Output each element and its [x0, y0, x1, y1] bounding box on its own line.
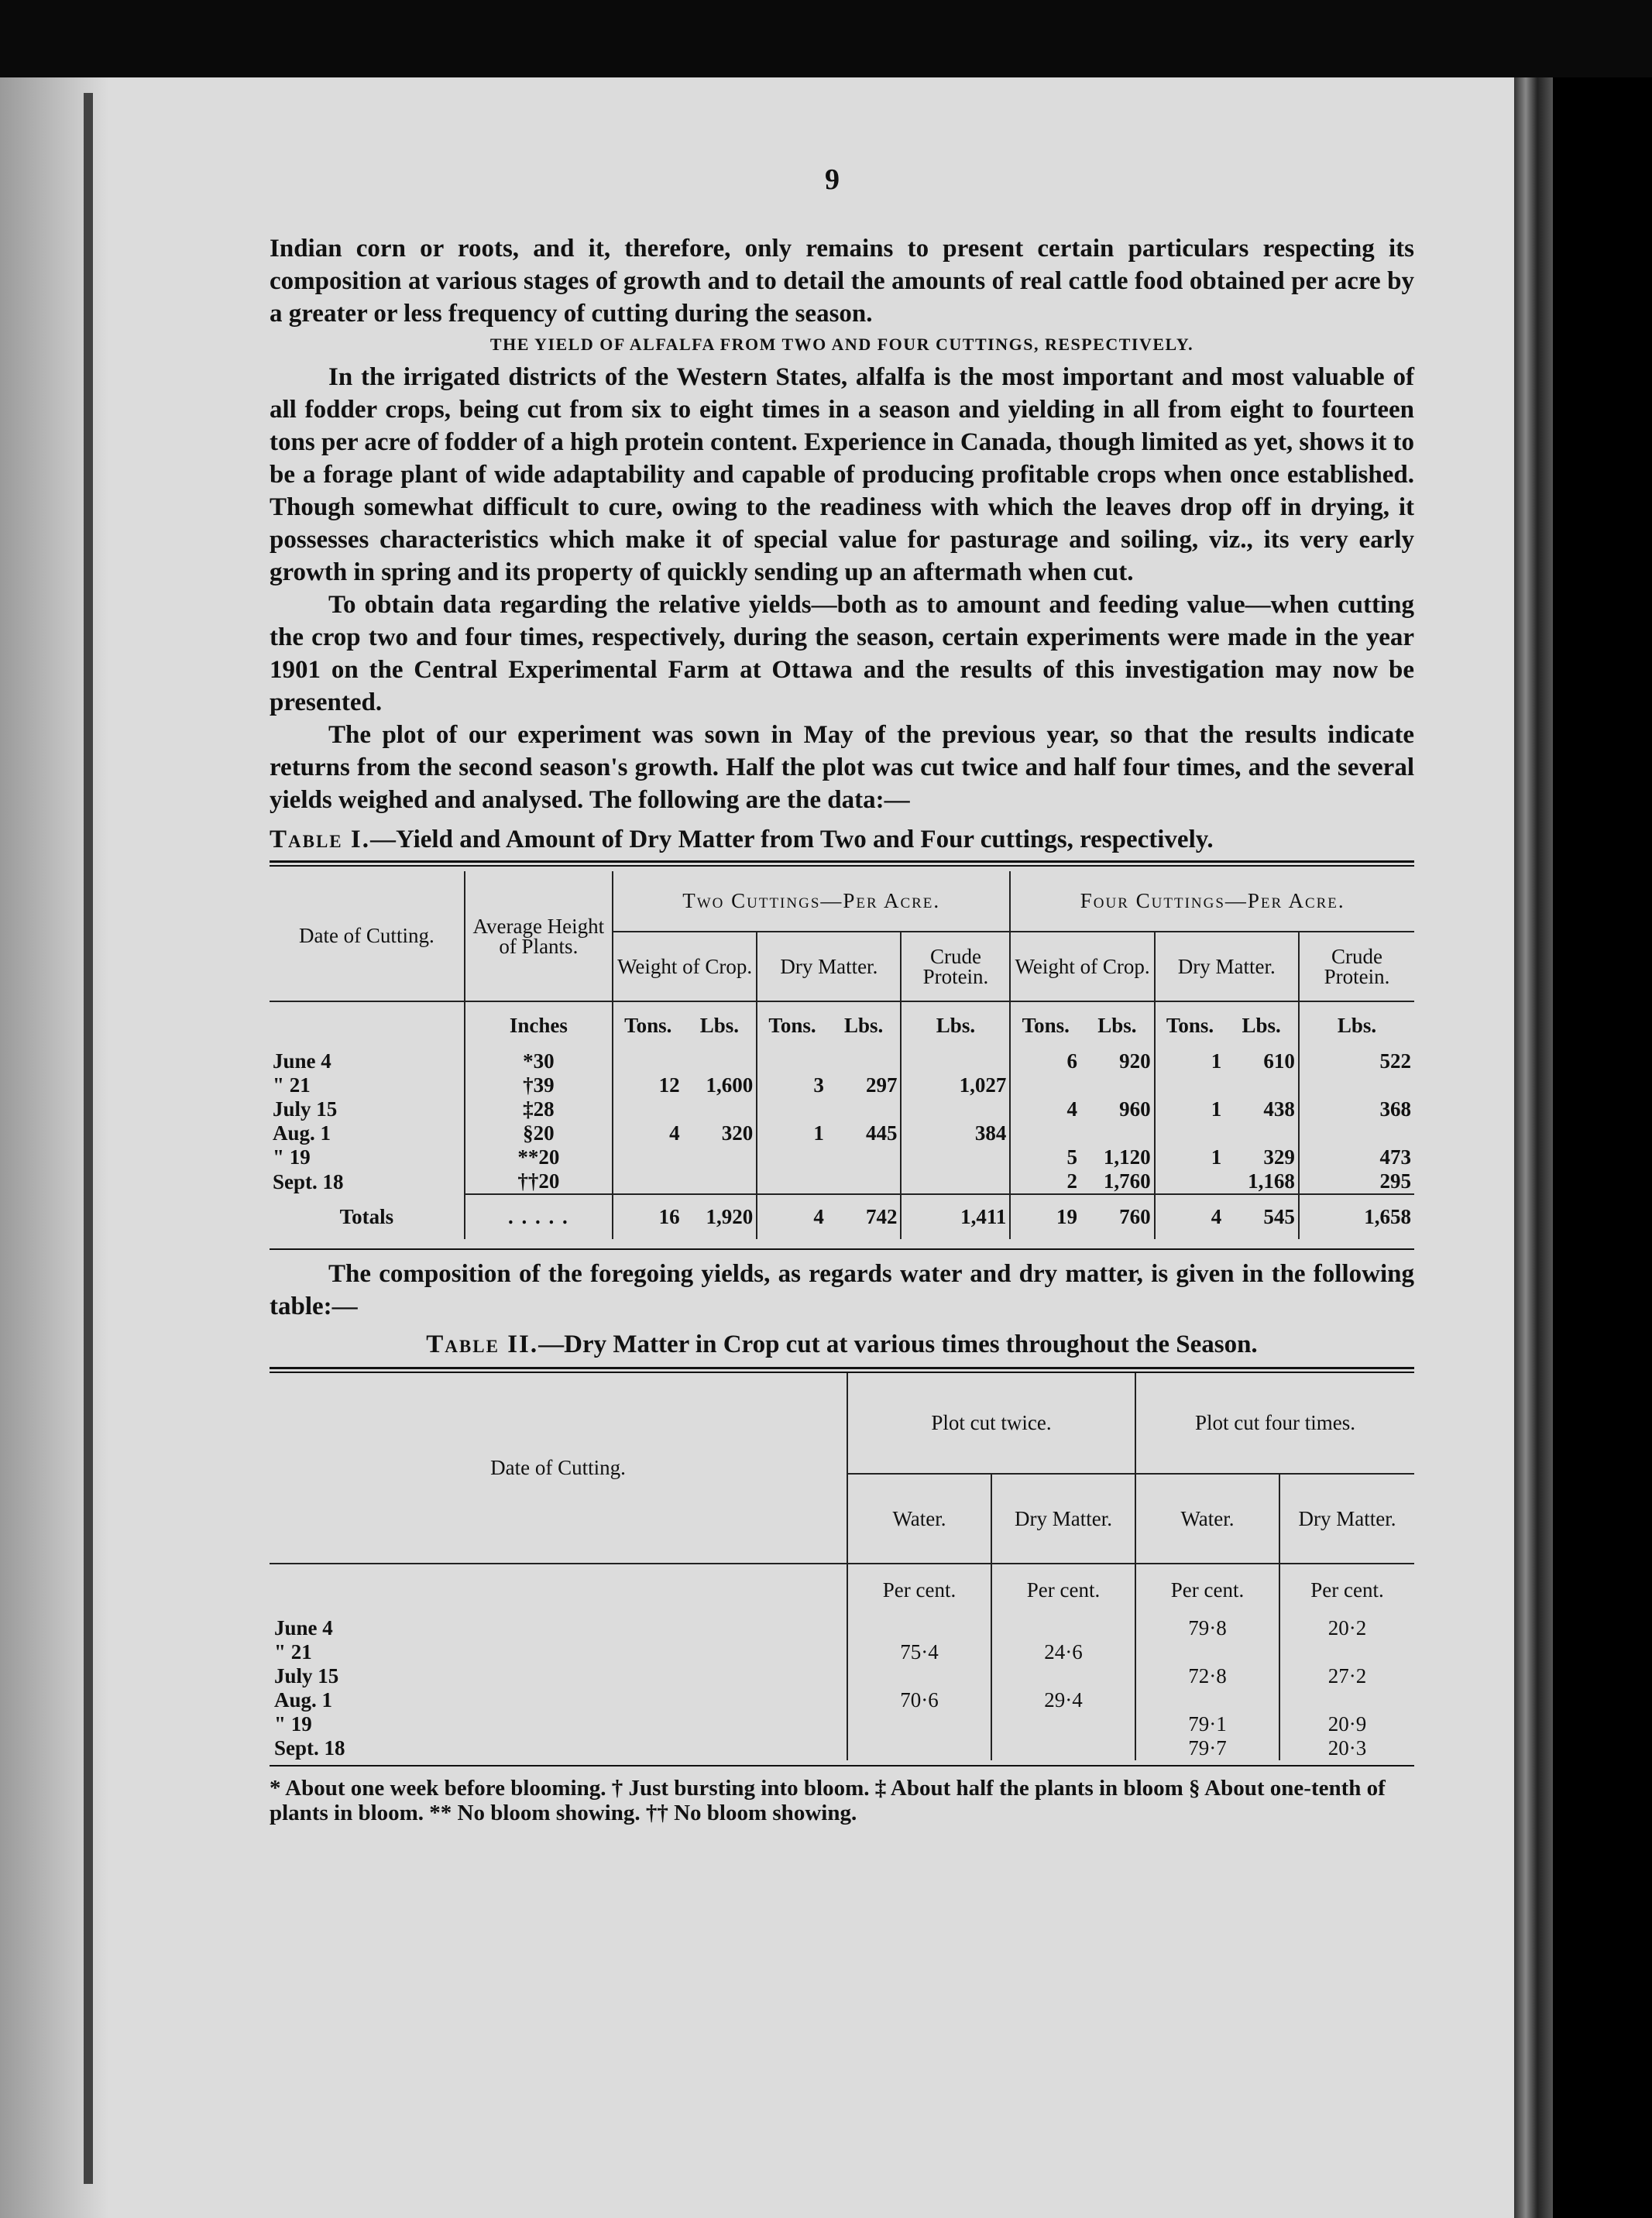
t2-value-cell: 79·8 — [1135, 1616, 1279, 1640]
t1-value-cell: 295 — [1299, 1169, 1414, 1194]
t2-value-cell — [991, 1712, 1135, 1736]
t1-value-cell — [757, 1169, 827, 1194]
t1-value-cell — [683, 1169, 757, 1194]
t1-value-cell: 320 — [721, 1121, 754, 1145]
paragraph-intro: Indian corn or roots, and it, therefore, only remains to present certain particulars respecting its composition at various stages of growth and to detail the amounts of real cattle food obtained per acre by a greater or less frequency of cutting during the season. — [270, 235, 1414, 328]
t2-value-cell: 20·2 — [1279, 1616, 1414, 1640]
t2-value-cell — [847, 1736, 991, 1760]
t1-value-cell: 920 — [1119, 1049, 1151, 1073]
t2-unit-pct: Per cent. — [847, 1564, 991, 1616]
t2-value-cell — [847, 1712, 991, 1736]
table1-bottom-rule — [270, 1248, 1414, 1250]
t2-date-cell: Aug. 1 — [274, 1688, 333, 1712]
t1-h-weight-two: Weight of Crop. — [613, 932, 757, 1001]
table2-title: —Dry Matter in Crop cut at various times throughout the Season. — [538, 1330, 1258, 1358]
t1-unit-inches: Inches — [465, 1001, 613, 1049]
t2-value-cell — [1279, 1688, 1414, 1712]
t1-value-cell — [827, 1169, 902, 1194]
t2-value-cell: 27·2 — [1279, 1664, 1414, 1688]
t1-date-cell: June 4 — [273, 1049, 331, 1073]
t1-value-cell — [757, 1049, 827, 1073]
t2-value-cell — [847, 1664, 991, 1688]
t1-value-cell — [683, 1049, 757, 1073]
t1-value-cell: 522 — [1299, 1049, 1414, 1073]
t1-value-cell: 960 — [1119, 1097, 1151, 1121]
t1-value-cell: 329 — [1263, 1145, 1295, 1169]
t1-value-cell: 4 — [1010, 1097, 1080, 1121]
t1-value-cell — [1080, 1073, 1155, 1097]
t1-value-cell — [613, 1049, 683, 1073]
t1-totals-label: Totals — [339, 1204, 394, 1228]
t1-h-protein-four: Crude Protein. — [1299, 932, 1414, 1001]
paragraph-experiments: To obtain data regarding the relative yields—both as to amount and feeding value—when cutting the crop two and four times, respectively, during the season, certain experiments were made in the year 1901 on the Central Experimental Farm at Ottawa and the results of this investigation may now be presented. — [270, 591, 1414, 716]
t1-value-cell: 368 — [1299, 1097, 1414, 1121]
section-heading: THE YIELD OF ALFALFA FROM TWO AND FOUR CUTTINGS, RESPECTIVELY. — [489, 335, 1194, 354]
table-row — [270, 1073, 1414, 1097]
t1-height-cell: †39 — [465, 1073, 613, 1097]
t1-date-cell: " 21 — [273, 1073, 311, 1097]
t2-h-twice: Plot cut twice. — [847, 1373, 1135, 1474]
t1-value-cell: 1 — [1155, 1049, 1225, 1073]
table-row — [270, 1169, 1414, 1194]
t1-unit-lbs: Lbs. — [699, 1014, 740, 1037]
table-row — [270, 1688, 1414, 1712]
t1-unit-tons: Tons. — [1155, 1001, 1225, 1049]
t1-value-cell — [827, 1049, 902, 1073]
t1-body — [270, 1049, 1414, 1194]
t1-h-dry-four: Dry Matter. — [1155, 932, 1299, 1001]
table2-top-rule — [270, 1367, 1414, 1373]
t1-total-cell: 1,920 — [683, 1194, 757, 1239]
t2-value-cell — [847, 1616, 991, 1640]
t1-unit-tons: Tons. — [1010, 1001, 1080, 1049]
t1-total-cell: 545 — [1224, 1194, 1299, 1239]
t1-value-cell: 1,760 — [1103, 1169, 1151, 1193]
t1-h-height: Average Height of Plants. — [465, 871, 613, 1001]
book-spine-edge — [1514, 77, 1553, 2218]
t1-unit-tons: Tons. — [613, 1001, 683, 1049]
t2-value-cell: 70·6 — [847, 1688, 991, 1712]
t1-h-date: Date of Cutting. — [270, 871, 465, 1001]
t1-h-four-cuttings: Four Cuttings—Per Acre. — [1010, 871, 1414, 932]
table1: Date of Cutting. Average Height of Plants. Two Cuttings—Per Acre. Four Cuttings—Per Acre. Weight of Crop. Dry Matter. Crude Protein. Weight of Crop. Dry Matter. Crude Protein. Inches Tons. Lbs. Tons. Lbs. Lbs. Tons. Lbs. Tons. Lbs. Lbs. June 4 *30 6 920 1 610 522 " 21 †39 12 1,600 3 297 1,027 July 15 ‡28 4 960 1 438 368 Aug. 1 §20 4 320 1 445 384 " 19 **20 5 1,120 1 329 473 Sept. 18 ††20 2 1,760 1,168 295 Totals . . . . . 16 1,920 4 742 1,411 19 760 4 545 1,658 — [270, 871, 1414, 1239]
t1-value-cell: 1,600 — [706, 1073, 754, 1097]
t2-value-cell: 29·4 — [991, 1688, 1135, 1712]
t1-total-cell: 4 — [757, 1194, 827, 1239]
t1-value-cell — [1080, 1121, 1155, 1145]
t1-value-cell: 1,120 — [1103, 1145, 1151, 1169]
t1-h-two-cuttings: Two Cuttings—Per Acre. — [613, 871, 1010, 932]
t1-value-cell — [757, 1145, 827, 1169]
t1-value-cell — [683, 1097, 757, 1121]
table1-caption — [270, 826, 1414, 854]
t1-h-dry-two: Dry Matter. — [757, 932, 901, 1001]
table-row — [270, 1712, 1414, 1736]
t1-unit-lbs: Lbs. — [1242, 1014, 1281, 1037]
t1-total-cell: 742 — [827, 1194, 902, 1239]
t2-value-cell: 20·3 — [1279, 1736, 1414, 1760]
t2-value-cell — [991, 1616, 1135, 1640]
t1-height-cell: ‡28 — [465, 1097, 613, 1121]
t1-total-cell: 19 — [1010, 1194, 1080, 1239]
t2-h-dry-twice: Dry Matter. — [991, 1474, 1135, 1564]
t2-value-cell — [991, 1664, 1135, 1688]
t2-h-dry-four: Dry Matter. — [1279, 1474, 1414, 1564]
t1-total-cell: 1,411 — [901, 1194, 1010, 1239]
t1-value-cell: 445 — [865, 1121, 898, 1145]
t1-value-cell — [1299, 1121, 1414, 1145]
t1-value-cell: 1 — [757, 1121, 827, 1145]
page-content — [270, 232, 1414, 1825]
t1-value-cell: 3 — [757, 1073, 827, 1097]
t2-date-cell: " 19 — [274, 1712, 312, 1736]
t2-h-four: Plot cut four times. — [1135, 1373, 1414, 1474]
scan-top-border — [0, 0, 1652, 77]
t1-value-cell — [901, 1169, 1010, 1194]
t1-total-cell: 16 — [613, 1194, 683, 1239]
t2-value-cell: 20·9 — [1279, 1712, 1414, 1736]
t1-total-cell: 760 — [1080, 1194, 1155, 1239]
table2-label: Table II. — [426, 1330, 539, 1358]
t1-value-cell: 5 — [1010, 1145, 1080, 1169]
t1-value-cell: 2 — [1010, 1169, 1080, 1194]
t1-total-cell: 1,658 — [1299, 1194, 1414, 1239]
t1-value-cell: 473 — [1299, 1145, 1414, 1169]
t2-date-cell: " 21 — [274, 1640, 312, 1664]
t1-value-cell: 1 — [1155, 1097, 1225, 1121]
t1-value-cell: 1,168 — [1248, 1169, 1295, 1193]
t1-unit-lbs: Lbs. — [1097, 1014, 1137, 1037]
table1-label: Table I. — [270, 826, 370, 853]
t2-value-cell — [991, 1736, 1135, 1760]
t1-height-cell: §20 — [465, 1121, 613, 1145]
t2-unit-pct: Per cent. — [1135, 1564, 1279, 1616]
t2-unit-pct: Per cent. — [1279, 1564, 1414, 1616]
t1-value-cell — [827, 1097, 902, 1121]
t1-date-cell: Aug. 1 — [273, 1121, 331, 1145]
t2-value-cell — [1135, 1640, 1279, 1664]
t1-h-protein-two: Crude Protein. — [901, 932, 1010, 1001]
t1-height-cell: **20 — [465, 1145, 613, 1169]
t1-value-cell — [1010, 1073, 1080, 1097]
t2-value-cell: 79·1 — [1135, 1712, 1279, 1736]
t1-value-cell: 384 — [901, 1121, 1010, 1145]
t2-h-water-twice: Water. — [847, 1474, 991, 1564]
t2-h-date: Date of Cutting. — [270, 1373, 847, 1564]
t1-value-cell — [1224, 1073, 1299, 1097]
t1-date-cell: July 15 — [273, 1097, 338, 1121]
t2-value-cell: 79·7 — [1135, 1736, 1279, 1760]
t1-value-cell — [683, 1145, 757, 1169]
footnote: * About one week before blooming. † Just bursting into bloom. ‡ About half the plants in bloom § About one-tenth of plants in bloom. ** No bloom showing. †† No bloom showing. — [270, 1776, 1386, 1825]
t1-value-cell — [901, 1097, 1010, 1121]
table-row — [270, 1049, 1414, 1073]
t2-value-cell: 75·4 — [847, 1640, 991, 1664]
t1-value-cell — [613, 1145, 683, 1169]
t2-value-cell: 72·8 — [1135, 1664, 1279, 1688]
t1-value-cell — [901, 1049, 1010, 1073]
table-row — [270, 1121, 1414, 1145]
table-row — [270, 1616, 1414, 1640]
t1-unit-lbs: Lbs. — [844, 1014, 884, 1037]
t1-date-cell: " 19 — [273, 1145, 311, 1169]
t1-value-cell: 297 — [865, 1073, 898, 1097]
t1-value-cell — [1299, 1073, 1414, 1097]
table2-caption — [270, 1330, 1414, 1359]
t1-value-cell: 438 — [1263, 1097, 1295, 1121]
t2-value-cell: 24·6 — [991, 1640, 1135, 1664]
t1-value-cell: 1 — [1155, 1145, 1225, 1169]
t1-unit-lbs: Lbs. — [901, 1001, 1010, 1049]
table2 — [270, 1373, 1414, 1760]
paragraph-western-states: In the irrigated districts of the Western States, alfalfa is the most important and most valuable of all fodder crops, being cut from six to eight times in a season and yielding in all from eight to fourteen tons per acre of fodder of a high protein content. Experience in Canada, though limited as yet, shows it to be a forage plant of wide adaptability and capable of producing profitable crops when once established. Though somewhat difficult to cure, owing to the readiness with which the leaves drop off in drying, it possesses characteristics which make it of special value for pasturage and soiling, viz., its very early growth in spring and its property of quickly sending up an aftermath when cut. — [270, 363, 1414, 586]
table-row — [270, 1736, 1414, 1760]
t1-value-cell — [1155, 1073, 1225, 1097]
t1-value-cell — [1224, 1121, 1299, 1145]
t1-height-cell: ††20 — [465, 1169, 613, 1194]
binding-edge — [84, 93, 93, 2184]
t1-value-cell — [613, 1169, 683, 1194]
t1-date-cell: Sept. 18 — [273, 1169, 344, 1193]
t1-value-cell: 6 — [1010, 1049, 1080, 1073]
table-row — [270, 1097, 1414, 1121]
table-row — [270, 1640, 1414, 1664]
table-row — [270, 1145, 1414, 1169]
t2-date-cell: July 15 — [274, 1664, 339, 1688]
paragraph-composition: The composition of the foregoing yields, as regards water and dry matter, is given in the following table:— — [270, 1260, 1414, 1320]
table1-top-rule — [270, 860, 1414, 867]
table-row — [270, 1664, 1414, 1688]
t1-value-cell — [757, 1097, 827, 1121]
t1-value-cell: 4 — [613, 1121, 683, 1145]
t2-value-cell — [1135, 1688, 1279, 1712]
table2-bottom-rule — [270, 1765, 1414, 1767]
t2-unit-pct: Per cent. — [991, 1564, 1135, 1616]
t1-value-cell: 610 — [1263, 1049, 1295, 1073]
table1-title: —Yield and Amount of Dry Matter from Two and Four cuttings, respectively. — [370, 826, 1214, 853]
t1-value-cell — [1155, 1121, 1225, 1145]
t1-value-cell — [613, 1097, 683, 1121]
t1-value-cell: 1,027 — [901, 1073, 1010, 1097]
t2-date-cell: June 4 — [274, 1616, 333, 1639]
t1-unit-lbs: Lbs. — [1299, 1001, 1414, 1049]
t1-value-cell: 12 — [613, 1073, 683, 1097]
t2-date-cell: Sept. 18 — [274, 1736, 345, 1760]
t1-height-cell: *30 — [465, 1049, 613, 1073]
t2-h-water-four: Water. — [1135, 1474, 1279, 1564]
t1-value-cell — [1155, 1169, 1225, 1194]
t1-value-cell — [1010, 1121, 1080, 1145]
paragraph-plot: The plot of our experiment was sown in May of the previous year, so that the results indicate returns from the second season's growth. Half the plot was cut twice and half four times, and the several yields weighed and analysed. The following are the data:— — [270, 721, 1414, 814]
t1-value-cell — [901, 1145, 1010, 1169]
t1-h-weight-four: Weight of Crop. — [1010, 932, 1154, 1001]
t1-total-cell: 4 — [1155, 1194, 1225, 1239]
page-number: 9 — [825, 163, 840, 196]
t2-body — [270, 1616, 1414, 1760]
t1-value-cell — [827, 1145, 902, 1169]
t2-value-cell — [1279, 1640, 1414, 1664]
t1-unit-tons: Tons. — [757, 1001, 827, 1049]
